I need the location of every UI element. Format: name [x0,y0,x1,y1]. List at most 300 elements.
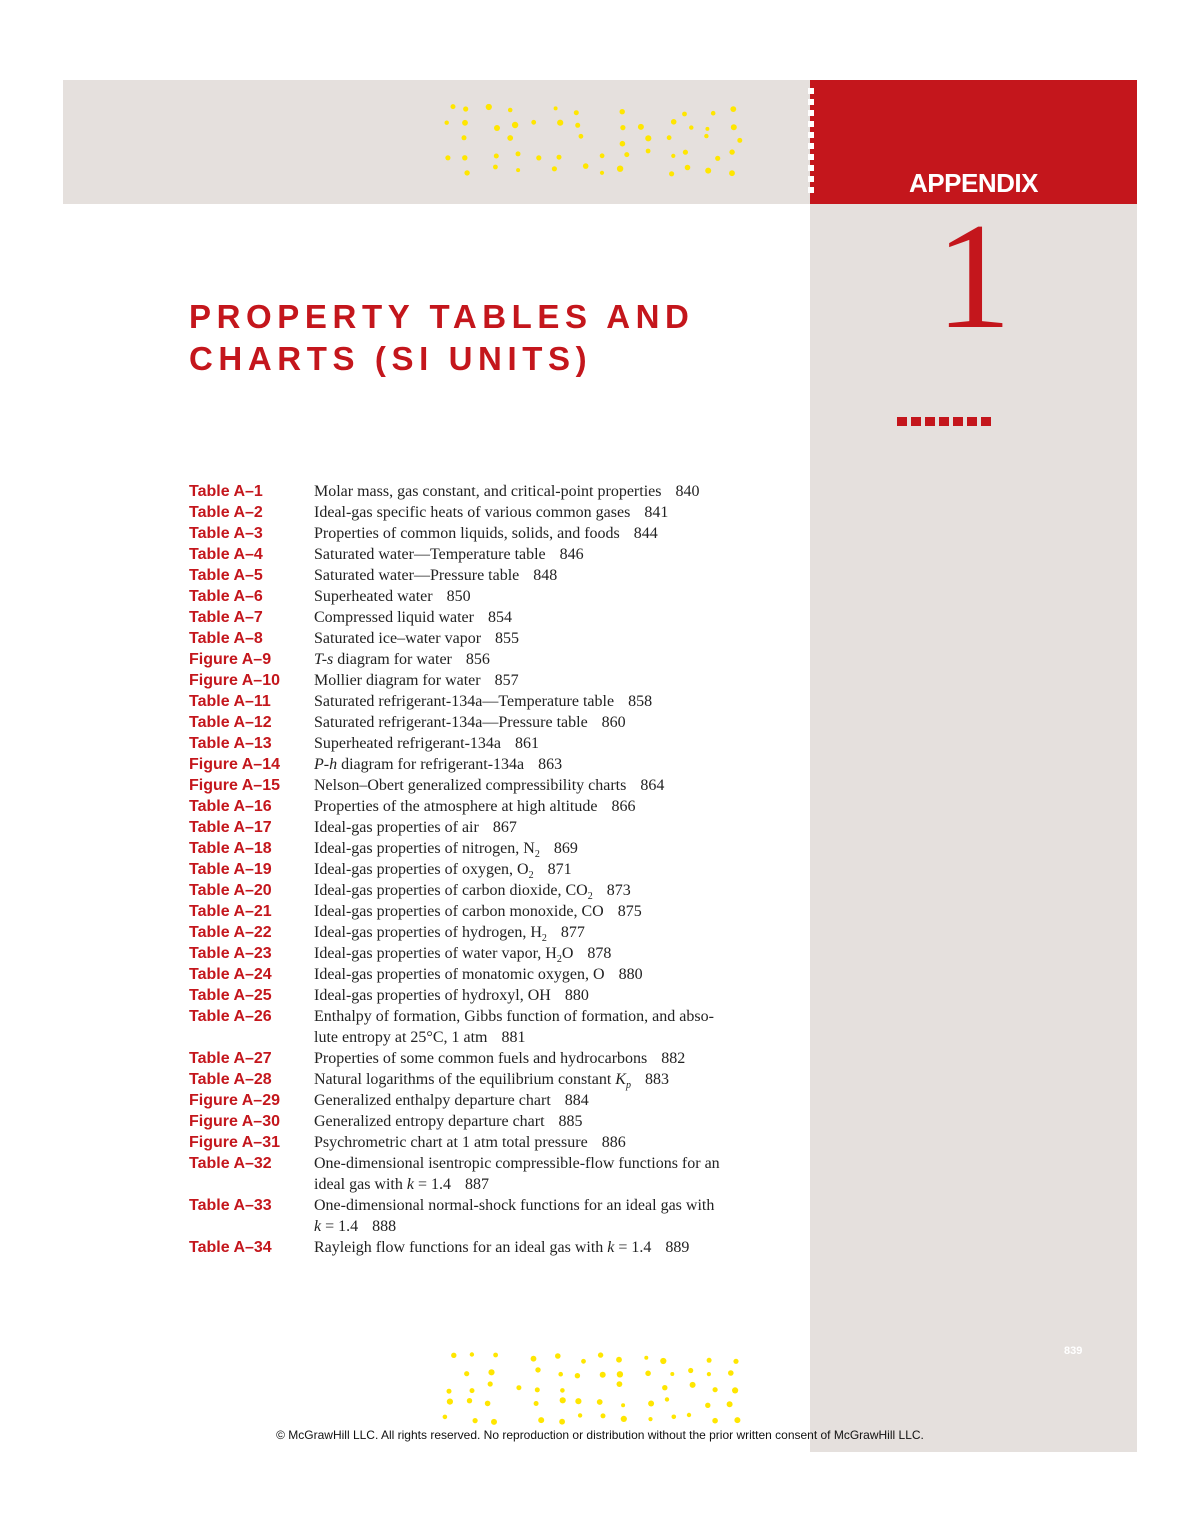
decorative-dot [646,149,651,154]
decorative-dot [558,1372,563,1377]
toc-entry-description [314,1090,789,1111]
toc-entry-text: One-dimensional normal-shock functions for an ideal gas with k = 1.4 [314,1197,715,1235]
decorative-dot [616,1357,622,1363]
toc-entry-description [314,691,789,712]
toc-entry-label: Table A–17 [189,819,272,836]
decorative-dot [575,1398,581,1404]
table-of-contents [189,481,789,1258]
toc-entry-description [314,796,789,817]
toc-entry-page: 866 [611,798,636,815]
decorative-dot [445,121,449,125]
toc-entry[interactable] [189,817,789,838]
toc-entry[interactable] [189,628,789,649]
toc-entry[interactable] [189,1132,789,1153]
decorative-dot [685,165,691,171]
toc-entry-description [314,1237,789,1258]
toc-entry-page: 871 [547,861,572,878]
toc-entry-text: Ideal-gas specific heats of various common gases [314,504,631,521]
decorative-dot [560,1397,566,1403]
toc-entry-text: Saturated ice–water vapor [314,630,482,647]
toc-entry-description [314,1111,789,1132]
toc-entry-page: 883 [644,1071,669,1088]
edge-dot [808,154,814,160]
decorative-dot [617,1371,623,1377]
toc-entry[interactable] [189,481,789,502]
toc-entry-page: 844 [633,525,658,542]
toc-entry-page: 886 [601,1134,626,1151]
decorative-dot [554,106,558,110]
toc-entry-description [314,1048,789,1069]
toc-entry-label: Table A–8 [189,630,263,647]
decorative-dot [645,1371,651,1377]
decorative-dot [493,165,498,170]
toc-entry-text: Ideal-gas properties of air [314,819,479,836]
toc-entry-page: 855 [495,630,520,647]
toc-entry-text: Saturated refrigerant-134a—Pressure table [314,714,588,731]
copyright-notice: © McGrawHill LLC. All rights reserved. No reproduction or distribution without the prior written consent of McGrawHill LLC. [276,1428,924,1442]
decorative-dot [535,1367,540,1372]
decorative-dot [488,1381,493,1386]
decorative-dot [464,170,469,175]
toc-entry-description [314,964,789,985]
toc-entry[interactable] [189,649,789,670]
toc-entry-description [314,523,789,544]
toc-entry-text: Saturated water—Temperature table [314,546,546,563]
chapter-title [189,296,695,380]
toc-entry-description [314,880,789,901]
toc-entry-page: 867 [492,819,517,836]
toc-entry-text: Nelson–Obert generalized compressibility charts [314,777,627,794]
toc-entry-label: Table A–11 [189,693,271,710]
toc-entry-description [314,1069,789,1090]
decorative-dot [667,135,672,140]
decorative-dot [579,134,584,139]
decorative-dot [704,134,708,138]
decorative-dot [689,125,693,129]
toc-entry-page: 882 [661,1050,686,1067]
toc-entry-description [314,859,789,880]
toc-entry[interactable] [189,586,789,607]
toc-entry-text: Ideal-gas properties of carbon dioxide, $CO_2$ [314,882,593,903]
decorative-dot [508,108,513,113]
decorative-dot [690,1382,696,1388]
decorative-dot [485,1401,491,1407]
page-number: 839 [1064,1345,1083,1357]
toc-entry-text: Ideal-gas properties of oxygen, $O_2$ [314,861,534,882]
toc-entry[interactable] [189,838,789,859]
toc-entry-description [314,838,789,859]
decorative-dot [486,104,492,110]
toc-entry-text: Compressed liquid water [314,609,474,626]
decorative-dot [536,155,541,160]
toc-entry-label: Table A–25 [189,987,272,1004]
toc-entry-label: Table A–4 [189,546,263,563]
toc-entry-description [314,943,789,964]
toc-entry-label: Table A–18 [189,840,272,857]
toc-entry-text: Saturated water—Pressure table [314,567,520,584]
decorative-dot [447,1389,452,1394]
decorative-dot [560,1388,565,1393]
chapter-title-line1: PROPERTY TABLES AND [189,298,695,335]
toc-entry-page: 873 [606,882,631,899]
toc-entry-label: Figure A–30 [189,1113,280,1130]
toc-entry-description [314,607,789,628]
decorative-dot [665,1397,669,1401]
decorative-dot [491,1419,497,1425]
decorative-dot [617,1381,623,1387]
toc-entry-page: 860 [601,714,626,731]
chapter-title-line2: CHARTS (SI UNITS) [189,340,593,377]
toc-entry-description [314,1006,789,1048]
toc-entry-description [314,1132,789,1153]
decorative-dot [728,1370,734,1376]
toc-entry-description [314,775,789,796]
appendix-number: 1 [935,192,1012,360]
decorative-dot [734,1417,740,1423]
decorative-dot [705,1403,710,1408]
decorative-dot [557,120,563,126]
toc-entry[interactable] [189,670,789,691]
decorative-dot [617,166,623,172]
toc-entry-text: Saturated refrigerant-134a—Temperature table [314,693,615,710]
edge-dot [808,88,814,94]
toc-entry-page: 878 [587,945,612,962]
toc-entry-description [314,754,789,775]
toc-entry[interactable] [189,1111,789,1132]
toc-entry-page: 889 [665,1239,690,1256]
toc-entry[interactable] [189,1195,789,1237]
toc-entry[interactable] [189,1090,789,1111]
decorative-dot [493,1353,498,1358]
toc-entry[interactable] [189,733,789,754]
decorative-dot [727,1401,733,1407]
decorative-dot [462,135,467,140]
toc-entry[interactable] [189,901,789,922]
decorative-dot [516,1385,521,1390]
toc-entry-page: 840 [675,483,700,500]
toc-entry-label: Table A–27 [189,1050,272,1067]
toc-entry-description [314,649,789,670]
decorative-dot [463,106,468,111]
toc-entry-text: Ideal-gas properties of hydroxyl, OH [314,987,551,1004]
decorative-dot [621,1403,625,1407]
decorative-dot [488,1369,494,1375]
decorative-dot [711,111,716,116]
toc-entry-page: 861 [515,735,540,752]
decorative-dot [705,127,709,131]
toc-entry-text: Psychrometric chart at 1 atm total pressure [314,1134,588,1151]
toc-entry[interactable] [189,943,789,964]
toc-entry-text: Generalized entropy departure chart [314,1113,545,1130]
toc-entry-label: Table A–34 [189,1239,272,1256]
decorative-dot [447,1399,453,1405]
decorative-dots-bottom [440,1352,760,1426]
toc-entry-description [314,1195,789,1237]
decorative-dot [507,135,513,141]
toc-entry-label: Table A–6 [189,588,263,605]
toc-entry-description [314,733,789,754]
toc-entry-text: Properties of the atmosphere at high altitude [314,798,598,815]
decorative-dot [620,141,626,147]
decorative-dot [535,1387,540,1392]
toc-entry-description [314,1153,789,1195]
toc-entry[interactable] [189,754,789,775]
decorative-dot [470,1388,475,1393]
toc-entry-page: 858 [628,693,653,710]
toc-entry-page: 880 [564,987,589,1004]
decorative-dot [620,109,625,114]
decorative-dot [620,125,625,130]
toc-entry-text: Properties of common liquids, solids, and foods [314,525,620,542]
toc-entry-description [314,901,789,922]
decorative-dot [733,1359,738,1364]
decorative-dot [705,168,711,174]
toc-entry-label: Table A–33 [189,1197,272,1214]
toc-entry-page: 884 [564,1092,589,1109]
toc-entry-text: Superheated water [314,588,433,605]
toc-entry-page: 880 [618,966,643,983]
toc-entry-label: Table A–19 [189,861,272,878]
toc-entry-description [314,544,789,565]
toc-entry[interactable] [189,922,789,943]
decorative-dot [731,124,737,130]
toc-entry-text: Natural logarithms of the equilibrium constant $K_p$ [314,1071,631,1092]
toc-entry-label: Figure A–9 [189,651,272,668]
decorative-dot [598,1352,603,1357]
decorative-dot [462,120,468,126]
toc-entry[interactable] [189,544,789,565]
toc-entry-description [314,922,789,943]
toc-entry-text: One-dimensional isentropic compressible-flow functions for an ideal gas with k = 1.4 [314,1155,720,1193]
toc-entry-page: 841 [644,504,669,521]
toc-entry-description [314,670,789,691]
decorative-dot [531,1356,537,1362]
toc-entry-label: Figure A–14 [189,756,280,773]
decorative-dot [621,1416,627,1422]
toc-entry-label: Table A–24 [189,966,272,983]
toc-entry-page: 877 [560,924,585,941]
toc-entry-label: Table A–5 [189,567,263,584]
decorative-dot [467,1398,472,1403]
decorative-dot [512,122,518,128]
toc-entry-text: Generalized enthalpy departure chart [314,1092,551,1109]
toc-entry-page: 846 [559,546,584,563]
toc-entry-text: Ideal-gas properties of water vapor, $H_2O$ [314,945,574,966]
toc-entry-page: 848 [533,567,558,584]
toc-entry-page: 857 [494,672,519,689]
toc-entry-text: Ideal-gas properties of hydrogen, $H_2$ [314,924,547,945]
toc-entry-label: Table A–23 [189,945,272,962]
decorative-dot [682,112,687,117]
toc-entry-description [314,985,789,1006]
toc-entry[interactable] [189,880,789,901]
toc-entry-text: Molar mass, gas constant, and critical-point properties [314,483,662,500]
decorative-dot [601,1413,606,1418]
toc-entry-page: 856 [465,651,490,668]
decorative-dot [574,110,579,115]
toc-entry-label: Table A–13 [189,735,272,752]
toc-entry[interactable] [189,607,789,628]
toc-entry-page: 881 [501,1029,526,1046]
toc-entry-page: 864 [640,777,665,794]
decorative-dot [581,1359,586,1364]
decorative-dot [600,171,604,175]
decorative-dot [462,155,467,160]
decorative-dot [557,155,562,160]
decorative-dot [534,1401,539,1406]
edge-dot [808,132,814,138]
toc-entry-description [314,502,789,523]
toc-entry-text: Rayleigh flow functions for an ideal gas with k = 1.4 [314,1239,652,1256]
edge-dot [808,99,814,105]
toc-entry-label: Table A–32 [189,1155,272,1172]
toc-entry-description [314,586,789,607]
decorative-dot [473,1418,478,1423]
decorative-dot [707,1358,712,1363]
side-divider [897,417,991,427]
decorative-dot [713,1387,718,1392]
toc-entry-page: 887 [465,1176,490,1193]
decorative-dot [732,1387,738,1393]
toc-entry-page: 850 [446,588,471,605]
toc-entry-label: Figure A–10 [189,672,280,689]
toc-entry-label: Table A–1 [189,483,263,500]
decorative-dot [443,1415,448,1420]
decorative-dot [715,156,720,161]
decorative-dot [578,1413,582,1417]
decorative-dot [670,1372,674,1376]
decorative-dot [583,163,589,169]
toc-entry[interactable] [189,859,789,880]
toc-entry-label: Table A–28 [189,1071,272,1088]
toc-entry-text: T-s diagram for water [314,651,452,668]
toc-entry[interactable] [189,502,789,523]
toc-entry[interactable] [189,1237,789,1258]
toc-entry-description [314,817,789,838]
toc-entry[interactable] [189,565,789,586]
toc-entry-description [314,712,789,733]
decorative-dot [538,1417,544,1423]
decorative-dot [470,1352,474,1356]
edge-dot [808,143,814,149]
edge-dot [808,121,814,127]
toc-entry-label: Table A–7 [189,609,263,626]
toc-entry-text: Enthalpy of formation, Gibbs function of formation, and abso- lute entropy at 25°C, 1 atm [314,1008,714,1046]
decorative-dot [683,150,688,155]
decorative-dot [737,138,742,143]
decorative-dot [531,120,536,125]
toc-entry[interactable] [189,691,789,712]
toc-entry-page: 885 [558,1113,583,1130]
toc-entry[interactable] [189,1069,789,1090]
decorative-dot [516,151,521,156]
toc-entry-label: Figure A–31 [189,1134,280,1151]
decorative-dot [648,1401,654,1407]
toc-entry-page: 875 [617,903,642,920]
toc-entry-page: 854 [487,609,512,626]
decorative-dot [662,1385,667,1390]
decorative-dot [494,154,499,159]
toc-entry[interactable] [189,964,789,985]
appendix-label: APPENDIX [909,168,1038,198]
decorative-dot [575,123,580,128]
toc-entry[interactable] [189,985,789,1006]
decorative-dot [688,1368,693,1373]
decorative-dot [712,1418,718,1424]
toc-entry[interactable] [189,796,789,817]
decorative-dot [600,153,605,158]
toc-entry-page: 863 [538,756,563,773]
toc-entry-label: Table A–22 [189,924,272,941]
decorative-dot [552,166,557,171]
decorative-dot [555,1353,561,1359]
decorative-dot [645,135,651,141]
decorative-dot [729,149,734,154]
decorative-dot [624,152,629,157]
toc-entry-text: P-h diagram for refrigerant-134a [314,756,525,773]
decorative-dot [559,1419,565,1425]
toc-entry-description [314,628,789,649]
toc-entry-label: Table A–3 [189,525,263,542]
decorative-dot [671,154,675,158]
toc-entry[interactable] [189,775,789,796]
toc-entry[interactable] [189,523,789,544]
decorative-dot [669,171,674,176]
decorative-dot [638,124,644,130]
toc-entry[interactable] [189,712,789,733]
toc-entry-text: Superheated refrigerant-134a [314,735,502,752]
decorative-dot [451,1353,456,1358]
decorative-dot [516,168,520,172]
decorative-dot [671,119,677,125]
toc-entry[interactable] [189,1006,789,1048]
decorative-dot [494,125,500,131]
toc-entry-label: Table A–26 [189,1008,272,1025]
toc-entry-text: Properties of some common fuels and hydrocarbons [314,1050,648,1067]
decorative-dot [597,1399,603,1405]
edge-dot [808,110,814,116]
decorative-dot [451,104,456,109]
decorative-dots-top [440,104,760,178]
decorative-dot [660,1358,666,1364]
decorative-dot [445,155,450,160]
decorative-dot [464,1371,469,1376]
toc-entry-description [314,481,789,502]
toc-entry-label: Table A–2 [189,504,263,521]
decorative-dot [648,1417,652,1421]
toc-entry-text: Ideal-gas properties of nitrogen, $N_2$ [314,840,540,861]
toc-entry-text: Ideal-gas properties of monatomic oxygen, O [314,966,605,983]
toc-entry-label: Table A–21 [189,903,272,920]
decorative-dot [672,1415,677,1420]
toc-entry[interactable] [189,1153,789,1195]
side-panel [810,204,1137,1452]
decorative-dot [687,1413,691,1417]
toc-entry-page: 869 [553,840,578,857]
decorative-dot [730,106,736,112]
toc-entry-label: Figure A–15 [189,777,280,794]
toc-entry[interactable] [189,1048,789,1069]
decorative-dot [707,1372,711,1376]
toc-entry-label: Table A–16 [189,798,272,815]
toc-entry-page: 888 [372,1218,397,1235]
toc-entry-text: Ideal-gas properties of carbon monoxide, CO [314,903,604,920]
toc-entry-text: Mollier diagram for water [314,672,481,689]
decorative-dot [575,1373,580,1378]
toc-entry-label: Table A–12 [189,714,272,731]
toc-entry-label: Table A–20 [189,882,272,899]
decorative-dot [600,1372,606,1378]
